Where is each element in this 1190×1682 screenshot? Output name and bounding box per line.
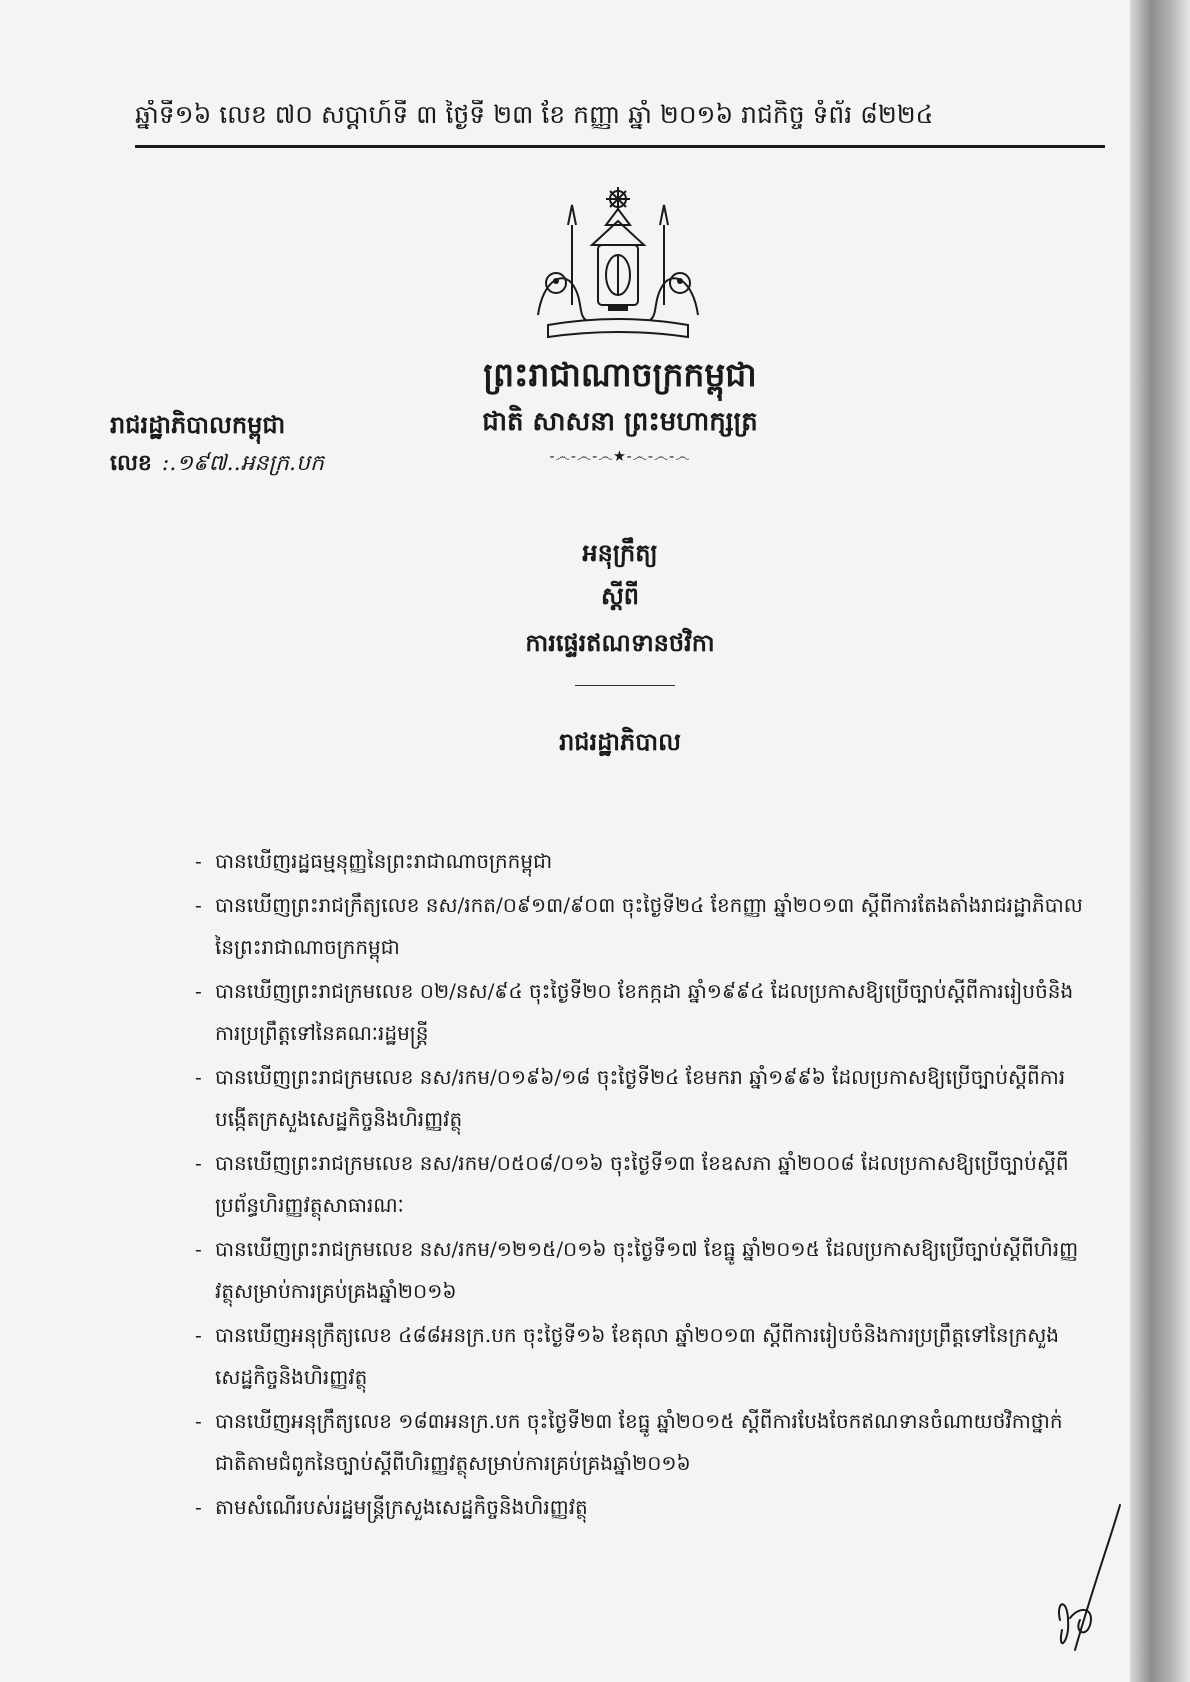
clause-marker: - bbox=[195, 979, 202, 1003]
list-item bbox=[195, 1142, 1085, 1226]
clause-marker: - bbox=[195, 1495, 202, 1519]
clause-text: បានឃើញព្រះរាជក្រឹត្យលេខ នស/រកត/០៩១៣/៩០៣ ចុះថ្ងៃទី២៤ ខែកញ្ញា ឆ្នាំ២០១៣ ស្តីពីការតែងតាំងរាជរដ្ឋាភិបាលនៃព្រះរាជាណាចក្រកម្ពុជា bbox=[215, 893, 1083, 959]
clause-marker: - bbox=[195, 1323, 202, 1347]
clause-marker: - bbox=[195, 1151, 202, 1175]
clause-marker: - bbox=[195, 1409, 202, 1433]
title-divider bbox=[575, 685, 675, 686]
document-number-label: លេខ bbox=[110, 450, 152, 476]
list-item bbox=[195, 840, 1085, 882]
clause-marker: - bbox=[195, 1065, 202, 1089]
clause-marker: - bbox=[195, 893, 202, 917]
list-item bbox=[195, 884, 1085, 968]
clause-marker: - bbox=[195, 1237, 202, 1261]
recitals-list bbox=[195, 840, 1085, 1530]
clause-text: បានឃើញព្រះរាជក្រមលេខ នស/រកម/០១៩៦/១៨ ចុះថ្ងៃទី២៤ ខែមករា ឆ្នាំ១៩៩៦ ដែលប្រកាសឱ្យប្រើច្បាប់ស្តីពីការបង្កើតក្រសួងសេដ្ឋកិច្ចនិងហិរញ្ញវត្ថុ bbox=[215, 1065, 1066, 1131]
handwritten-initial-icon bbox=[1040, 1500, 1130, 1660]
issuer: រាជរដ្ឋាភិបាល bbox=[559, 727, 681, 756]
sender-government: រាជរដ្ឋាភិបាលកម្ពុជា bbox=[110, 410, 286, 439]
list-item bbox=[195, 1400, 1085, 1484]
document-number-value: :.១៩៧..អនក្រ.បក bbox=[161, 451, 324, 476]
national-motto: ជាតិ សាសនា ព្រះមហាក្សត្រ bbox=[482, 407, 758, 437]
document-number bbox=[110, 449, 390, 481]
kingdom-name: ព្រះរាជាណាចក្រកម្ពុជា bbox=[483, 355, 757, 394]
clause-text: បានឃើញព្រះរាជក្រមលេខ នស/រកម/១២១៥/០១៦ ចុះថ្ងៃទី១៧ ខែធ្នូ ឆ្នាំ២០១៥ ដែលប្រកាសឱ្យប្រើច្បាប់ស្តីពីហិរញ្ញវត្ថុសម្រាប់ការគ្រប់គ្រងឆ្នាំ២០១៦ bbox=[215, 1237, 1079, 1303]
clause-text: បានឃើញអនុក្រឹត្យលេខ ៤៨៨អនក្រ.បក ចុះថ្ងៃទី១៦ ខែតុលា ឆ្នាំ២០១៣ ស្តីពីការរៀបចំនិងការប្រព្រឹត្តទៅនៃក្រសួងសេដ្ឋកិច្ចនិងហិរញ្ញវត្ថុ bbox=[215, 1323, 1060, 1389]
list-item bbox=[195, 1486, 1085, 1528]
clause-text: បានឃើញព្រះរាជក្រមលេខ នស/រកម/០៥០៨/០១៦ ចុះថ្ងៃទី១៣ ខែឧសភា ឆ្នាំ២០០៨ ដែលប្រកាសឱ្យប្រើច្បាប់ស្តីពីប្រព័ន្ធហិរញ្ញវត្ថុសាធារណៈ bbox=[215, 1151, 1069, 1217]
clause-text: តាមសំណើរបស់រដ្ឋមន្ត្រីក្រសួងសេដ្ឋកិច្ចនិងហិរញ្ញវត្ថុ bbox=[215, 1495, 588, 1519]
ornament-divider: -෴-෴-෴★-෴-෴-෴ bbox=[549, 447, 691, 465]
clause-marker: - bbox=[195, 849, 202, 873]
list-item bbox=[195, 1314, 1085, 1398]
gazette-header: ឆ្នាំទី១៦ លេខ ៧០ សប្តាហ៍ទី ៣ ថ្ងៃទី ២៣ ខែ កញ្ញា ឆ្នាំ ២០១៦ រាជកិច្ច ទំព័រ ៨២២៤ bbox=[135, 100, 934, 129]
document-subject: ការផ្ទេរឥណទានថវិកា bbox=[525, 628, 715, 657]
clause-text: បានឃើញព្រះរាជក្រមលេខ ០២/នស/៩៤ ចុះថ្ងៃទី២០ ខែកក្កដា ឆ្នាំ១៩៩៤ ដែលប្រកាសឱ្យប្រើច្បាប់ស្តីពីការរៀបចំនិងការប្រព្រឹត្តទៅនៃគណៈរដ្ឋមន្ត្រី bbox=[215, 979, 1074, 1045]
list-item bbox=[195, 1056, 1085, 1140]
clause-text: បានឃើញអនុក្រឹត្យលេខ ១៨៣អនក្រ.បក ចុះថ្ងៃទី២៣ ខែធ្នូ ឆ្នាំ២០១៥ ស្តីពីការបែងចែកឥណទានចំណាយថវិកាថ្នាក់ជាតិតាមជំពូកនៃច្បាប់ស្តីពីហិរញ្ញវត្ថុសម្រាប់ការគ្រប់គ្រងឆ្នាំ២០១៦ bbox=[215, 1409, 1063, 1475]
clause-text: បានឃើញរដ្ឋធម្មនុញ្ញនៃព្រះរាជាណាចក្រកម្ពុជា bbox=[215, 849, 553, 873]
header-rule bbox=[135, 145, 1105, 148]
list-item bbox=[195, 1228, 1085, 1312]
royal-coat-of-arms-icon bbox=[528, 185, 708, 345]
scan-edge-shadow bbox=[1130, 0, 1190, 1682]
title-on: ស្តីពី bbox=[600, 581, 640, 610]
document-type: អនុក្រឹត្យ bbox=[582, 538, 658, 567]
list-item bbox=[195, 970, 1085, 1054]
